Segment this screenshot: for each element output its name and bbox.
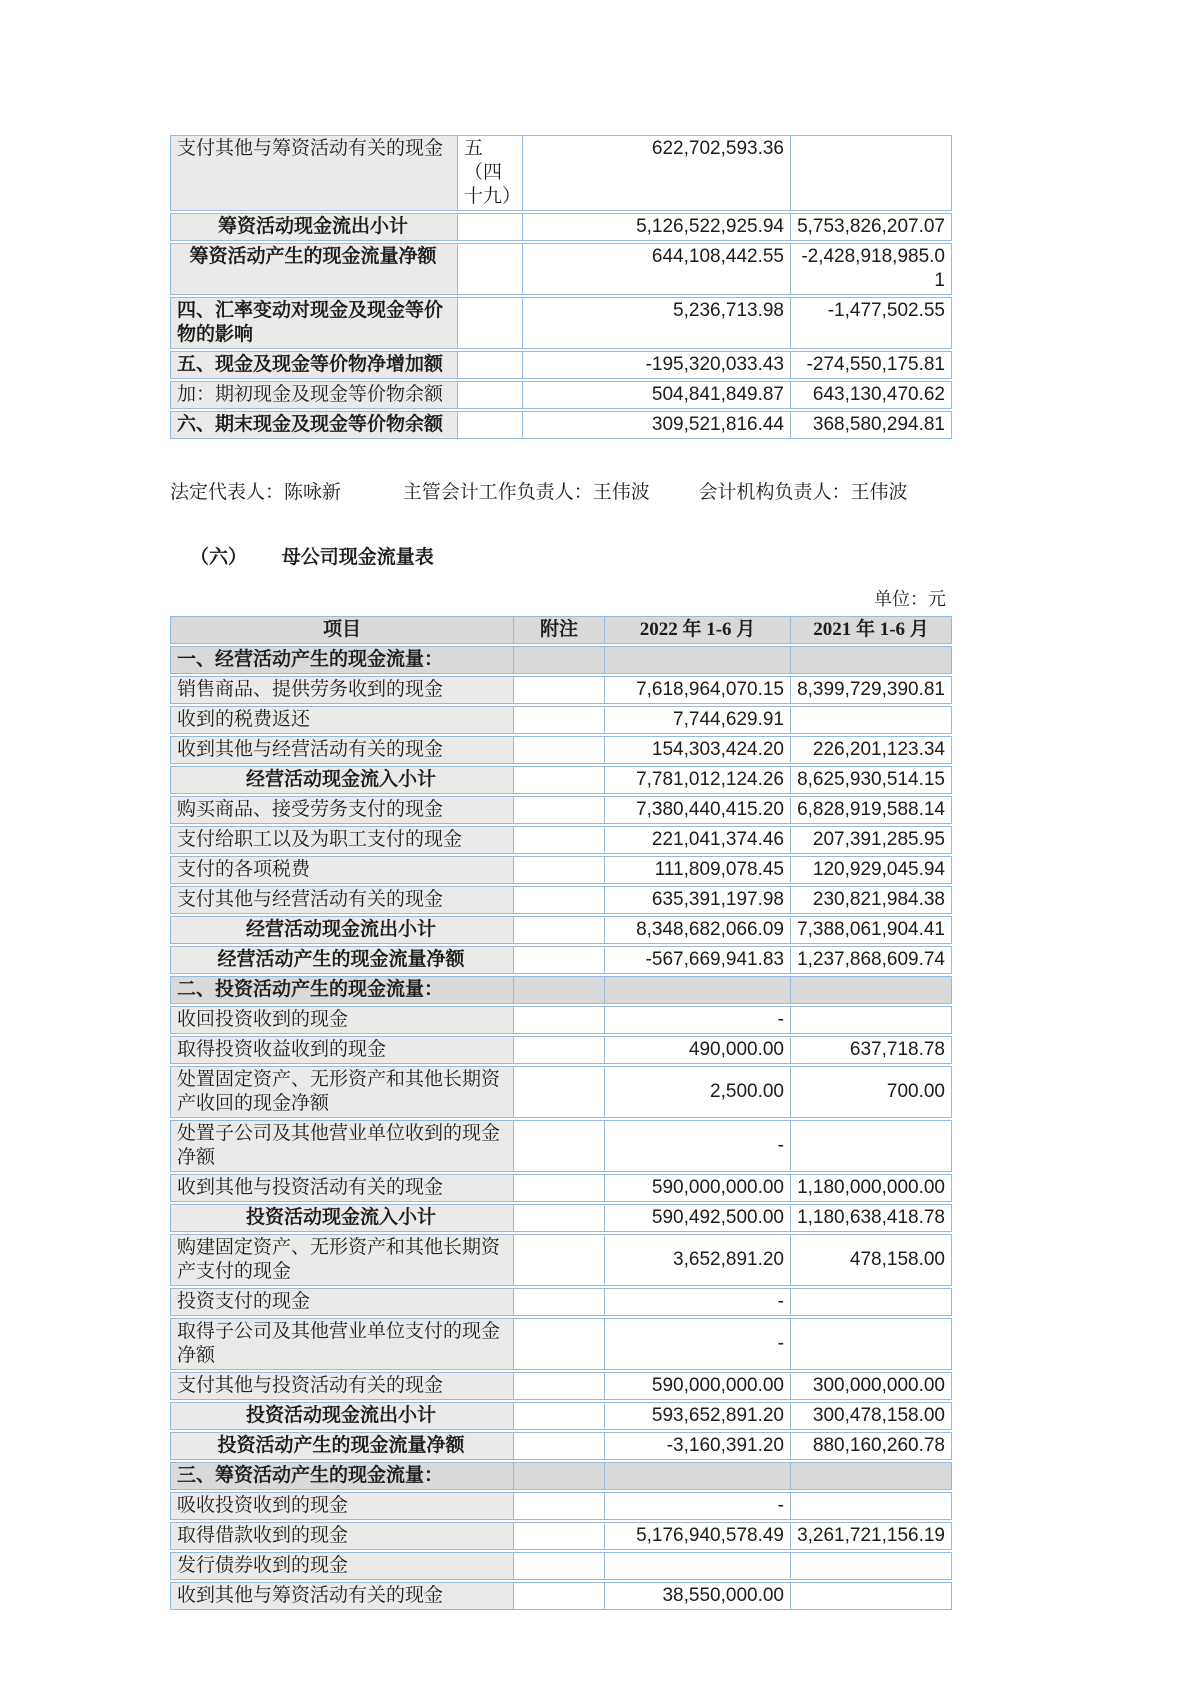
subtotal-row [170,1432,952,1460]
row-value-2021 [790,646,952,674]
row-note [513,1402,604,1430]
row-value-2022 [604,646,790,674]
signature-line [170,477,952,504]
row-value-2021: 5,753,826,207.07 [790,213,952,241]
table-row [170,381,952,409]
row-item-label: 投资支付的现金 [170,1288,513,1316]
row-value-2022: 3,652,891.20 [604,1234,790,1286]
table-row [170,1066,952,1118]
table-row [170,1288,952,1316]
row-note: 五（四十九） [457,135,522,211]
row-item-label: 吸收投资收到的现金 [170,1492,513,1520]
row-value-2021: 7,388,061,904.41 [790,916,952,944]
row-item-label: 五、现金及现金等价物净增加额 [170,351,457,379]
cash-flow-table-continued [170,133,952,441]
row-value-2021 [790,1120,952,1172]
row-value-2021: 8,399,729,390.81 [790,676,952,704]
row-note [513,736,604,764]
row-value-2021: 1,180,638,418.78 [790,1204,952,1232]
row-value-2021 [790,976,952,1004]
row-note [513,1492,604,1520]
subtotal-row [170,213,952,241]
subtotal-row [170,946,952,974]
row-value-2022: 5,126,522,925.94 [522,213,790,241]
row-value-2021: 120,929,045.94 [790,856,952,884]
row-value-2021: 1,237,868,609.74 [790,946,952,974]
row-note [457,297,522,349]
row-note [513,856,604,884]
table-row [170,1552,952,1580]
row-note [513,1174,604,1202]
row-note [513,1204,604,1232]
table-row [170,826,952,854]
row-value-2021: 300,478,158.00 [790,1402,952,1430]
row-value-2021: 478,158.00 [790,1234,952,1286]
row-item-label: 支付给职工以及为职工支付的现金 [170,826,513,854]
row-value-2022: 590,492,500.00 [604,1204,790,1232]
page-content [170,133,952,1612]
row-value-2022: 7,380,440,415.20 [604,796,790,824]
row-value-2022: 490,000.00 [604,1036,790,1064]
table-row [170,736,952,764]
row-value-2022: 593,652,891.20 [604,1402,790,1430]
table-row [170,411,952,439]
section-heading [170,542,952,569]
column-header-item: 项目 [170,616,513,644]
row-note [457,213,522,241]
legal-representative-label: 法定代表人：陈咏新 [170,482,342,503]
subtotal-row [170,243,952,295]
row-value-2021: 8,625,930,514.15 [790,766,952,794]
row-value-2022: - [604,1120,790,1172]
table-header-row [170,616,952,644]
row-item-label: 处置子公司及其他营业单位收到的现金净额 [170,1120,513,1172]
row-note [513,1066,604,1118]
row-value-2021: 230,821,984.38 [790,886,952,914]
row-value-2022: 221,041,374.46 [604,826,790,854]
row-note [513,1582,604,1610]
row-value-2022: 5,176,940,578.49 [604,1522,790,1550]
accounting-head-label: 会计机构负责人：王伟波 [698,482,908,503]
row-value-2022: - [604,1288,790,1316]
row-value-2021: 6,828,919,588.14 [790,796,952,824]
row-note [513,676,604,704]
table-row [170,1174,952,1202]
row-note [457,381,522,409]
row-value-2022: - [604,1318,790,1370]
row-item-label: 支付的各项税费 [170,856,513,884]
row-note [513,646,604,674]
row-item-label: 投资活动现金流入小计 [170,1204,513,1232]
row-item-label: 筹资活动产生的现金流量净额 [170,243,457,295]
row-note [513,1522,604,1550]
row-item-label: 支付其他与筹资活动有关的现金 [170,135,457,211]
row-note [513,766,604,794]
row-item-label: 经营活动现金流入小计 [170,766,513,794]
subtotal-row [170,916,952,944]
row-note [513,1234,604,1286]
row-value-2022: -195,320,033.43 [522,351,790,379]
column-header-2022: 2022 年 1-6 月 [604,616,790,644]
row-value-2021 [790,1006,952,1034]
table-row [170,676,952,704]
row-value-2021: -274,550,175.81 [790,351,952,379]
row-value-2022: 590,000,000.00 [604,1372,790,1400]
row-note [457,411,522,439]
table-row [170,1582,952,1610]
row-value-2021: 3,261,721,156.19 [790,1522,952,1550]
row-value-2022: 8,348,682,066.09 [604,916,790,944]
row-note [513,796,604,824]
table-row [170,796,952,824]
row-value-2021 [790,1288,952,1316]
section-number: （六） [190,547,248,568]
row-value-2021 [790,135,952,211]
table-row [170,1036,952,1064]
row-value-2022: 635,391,197.98 [604,886,790,914]
row-value-2022 [604,976,790,1004]
row-value-2022: -567,669,941.83 [604,946,790,974]
section-row [170,1462,952,1490]
row-value-2021: 1,180,000,000.00 [790,1174,952,1202]
row-item-label: 经营活动产生的现金流量净额 [170,946,513,974]
row-item-label: 发行债券收到的现金 [170,1552,513,1580]
row-value-2022: 7,781,012,124.26 [604,766,790,794]
row-value-2021: 207,391,285.95 [790,826,952,854]
row-note [513,1120,604,1172]
row-value-2021: 637,718.78 [790,1036,952,1064]
row-value-2022: 7,744,629.91 [604,706,790,734]
row-item-label: 收到其他与筹资活动有关的现金 [170,1582,513,1610]
row-value-2022: 504,841,849.87 [522,381,790,409]
row-note [513,1036,604,1064]
row-value-2021 [790,1552,952,1580]
row-item-label: 支付其他与经营活动有关的现金 [170,886,513,914]
row-value-2021 [790,706,952,734]
row-value-2022: - [604,1492,790,1520]
row-note [513,1432,604,1460]
row-item-label: 购建固定资产、无形资产和其他长期资产支付的现金 [170,1234,513,1286]
row-value-2022: - [604,1006,790,1034]
table-row [170,886,952,914]
row-note [457,351,522,379]
unit-label: 单位：元 [874,589,946,609]
row-item-label: 购买商品、接受劳务支付的现金 [170,796,513,824]
row-note [513,826,604,854]
table-row [170,351,952,379]
row-value-2021: 700.00 [790,1066,952,1118]
row-value-2021 [790,1318,952,1370]
subtotal-row [170,766,952,794]
row-value-2022: 154,303,424.20 [604,736,790,764]
table-row [170,1234,952,1286]
table-row [170,1318,952,1370]
parent-company-cash-flow-table [170,614,952,1612]
row-item-label: 收到的税费返还 [170,706,513,734]
row-item-label: 投资活动产生的现金流量净额 [170,1432,513,1460]
row-value-2022: 38,550,000.00 [604,1582,790,1610]
row-item-label: 筹资活动现金流出小计 [170,213,457,241]
row-value-2022: 622,702,593.36 [522,135,790,211]
row-item-label: 加：期初现金及现金等价物余额 [170,381,457,409]
row-value-2022: 309,521,816.44 [522,411,790,439]
row-item-label: 六、期末现金及现金等价物余额 [170,411,457,439]
row-note [513,976,604,1004]
column-header-2021: 2021 年 1-6 月 [790,616,952,644]
row-item-label: 三、筹资活动产生的现金流量： [170,1462,513,1490]
row-item-label: 取得借款收到的现金 [170,1522,513,1550]
row-item-label: 销售商品、提供劳务收到的现金 [170,676,513,704]
subtotal-row [170,1402,952,1430]
row-item-label: 收回投资收到的现金 [170,1006,513,1034]
table-row [170,135,952,211]
row-value-2021: -2,428,918,985.01 [790,243,952,295]
table-row [170,1006,952,1034]
row-note [513,916,604,944]
row-note [513,946,604,974]
row-item-label: 二、投资活动产生的现金流量： [170,976,513,1004]
row-item-label: 取得投资收益收到的现金 [170,1036,513,1064]
row-note [513,1288,604,1316]
chief-accountant-label: 主管会计工作负责人：王伟波 [402,482,650,503]
table-row [170,1372,952,1400]
row-note [513,1372,604,1400]
row-value-2021: -1,477,502.55 [790,297,952,349]
row-value-2021 [790,1582,952,1610]
row-value-2022: 5,236,713.98 [522,297,790,349]
row-note [513,886,604,914]
row-item-label: 四、汇率变动对现金及现金等价物的影响 [170,297,457,349]
row-value-2021: 368,580,294.81 [790,411,952,439]
section-row [170,976,952,1004]
row-item-label: 一、经营活动产生的现金流量： [170,646,513,674]
row-note [513,1552,604,1580]
column-header-note: 附注 [513,616,604,644]
row-item-label: 经营活动现金流出小计 [170,916,513,944]
row-value-2022: 2,500.00 [604,1066,790,1118]
row-note [513,1006,604,1034]
section-row [170,646,952,674]
row-value-2022: 7,618,964,070.15 [604,676,790,704]
row-value-2022: 111,809,078.45 [604,856,790,884]
table-row [170,856,952,884]
row-value-2021: 300,000,000.00 [790,1372,952,1400]
row-value-2022: 590,000,000.00 [604,1174,790,1202]
row-value-2022 [604,1552,790,1580]
table-row [170,297,952,349]
row-note [513,1462,604,1490]
row-item-label: 取得子公司及其他营业单位支付的现金净额 [170,1318,513,1370]
row-item-label: 处置固定资产、无形资产和其他长期资产收回的现金净额 [170,1066,513,1118]
row-value-2021: 643,130,470.62 [790,381,952,409]
row-value-2021 [790,1492,952,1520]
subtotal-row [170,1204,952,1232]
row-value-2021: 880,160,260.78 [790,1432,952,1460]
row-value-2022: -3,160,391.20 [604,1432,790,1460]
row-value-2022 [604,1462,790,1490]
row-note [513,1318,604,1370]
row-note [513,706,604,734]
section-title: 母公司现金流量表 [281,547,434,568]
row-item-label: 收到其他与投资活动有关的现金 [170,1174,513,1202]
row-value-2021 [790,1462,952,1490]
table-row [170,706,952,734]
row-item-label: 收到其他与经营活动有关的现金 [170,736,513,764]
row-value-2021: 226,201,123.34 [790,736,952,764]
row-item-label: 投资活动现金流出小计 [170,1402,513,1430]
row-value-2022: 644,108,442.55 [522,243,790,295]
table-row [170,1492,952,1520]
row-note [457,243,522,295]
row-item-label: 支付其他与投资活动有关的现金 [170,1372,513,1400]
table-row [170,1120,952,1172]
table-row [170,1522,952,1550]
